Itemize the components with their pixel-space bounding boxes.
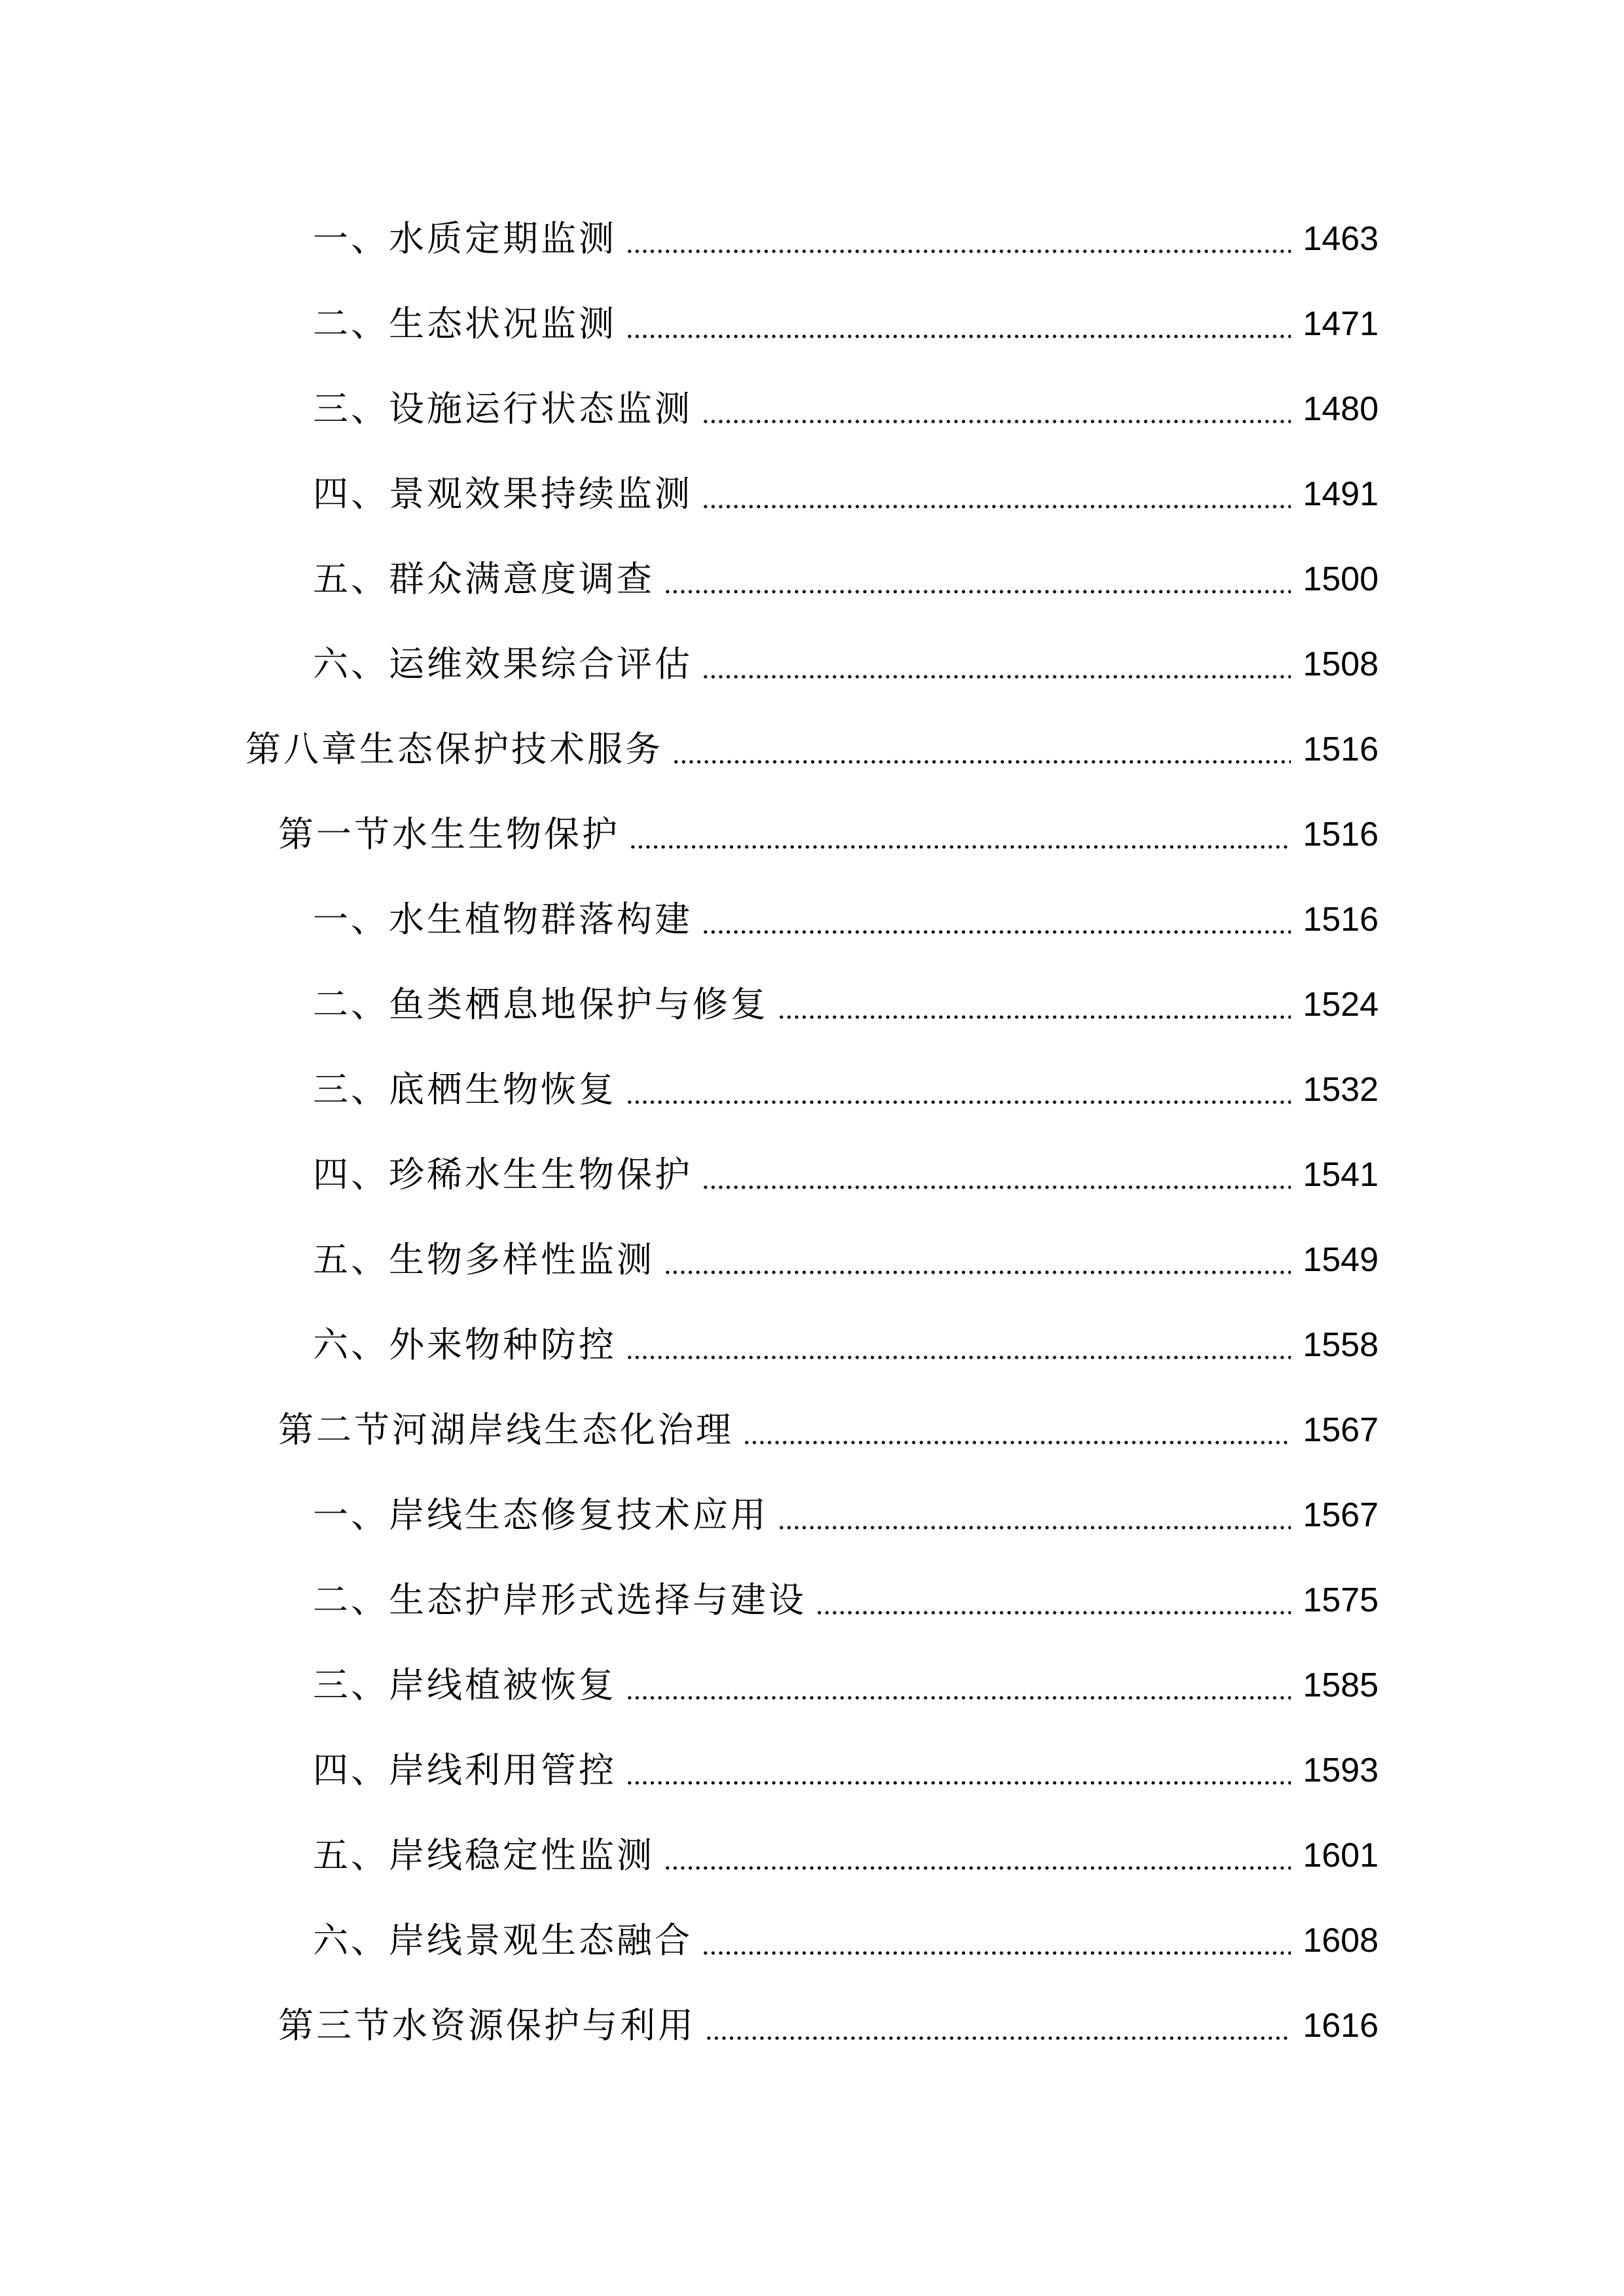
toc-entry-label: 三、底栖生物恢复 — [313, 1069, 617, 1110]
toc-page-number: 1585 — [1303, 1666, 1379, 1704]
dot-leader — [664, 1840, 1291, 1876]
dot-leader — [702, 649, 1291, 685]
toc-page-number: 1491 — [1303, 475, 1379, 513]
toc-page-number: 1601 — [1303, 1837, 1379, 1874]
toc-entry-label: 六、外来物种防控 — [313, 1324, 617, 1365]
dot-leader — [702, 905, 1291, 940]
toc-entry[interactable] — [0, 622, 1624, 707]
toc-section-entry[interactable] — [0, 1388, 1624, 1473]
dot-leader — [672, 734, 1291, 770]
toc-entry[interactable] — [0, 962, 1624, 1047]
toc-entry[interactable] — [0, 1473, 1624, 1558]
toc-section-entry[interactable] — [0, 1983, 1624, 2068]
toc-entry[interactable] — [0, 1132, 1624, 1217]
dot-leader — [816, 1585, 1291, 1621]
toc-entry-label: 一、岸线生态修复技术应用 — [313, 1494, 768, 1535]
toc-page-number: 1463 — [1303, 220, 1379, 258]
toc-page-number: 1524 — [1303, 986, 1379, 1024]
toc-section-entry[interactable] — [0, 792, 1624, 877]
dot-leader — [664, 1245, 1291, 1280]
toc-chapter-entry[interactable] — [0, 707, 1624, 792]
dot-leader — [626, 1330, 1291, 1365]
toc-page-number: 1616 — [1303, 2007, 1379, 2045]
toc-page-number: 1567 — [1303, 1411, 1379, 1449]
toc-entry[interactable] — [0, 1813, 1624, 1898]
toc-page-number: 1516 — [1303, 901, 1379, 939]
toc-entry-label: 二、鱼类栖息地保护与修复 — [313, 984, 768, 1025]
dot-leader — [702, 479, 1291, 514]
toc-entry-label: 二、生态状况监测 — [313, 303, 617, 344]
toc-page-number: 1516 — [1303, 816, 1379, 853]
table-of-contents — [0, 196, 1624, 2068]
toc-page-number: 1532 — [1303, 1071, 1379, 1109]
toc-entry-label: 六、岸线景观生态融合 — [313, 1920, 693, 1961]
toc-entry[interactable] — [0, 1302, 1624, 1388]
toc-entry-label: 二、生态护岸形式选择与建设 — [313, 1579, 806, 1621]
dot-leader — [629, 819, 1291, 855]
toc-entry-label: 五、生物多样性监测 — [313, 1239, 655, 1280]
toc-page-number: 1541 — [1303, 1156, 1379, 1194]
dot-leader — [743, 1415, 1291, 1450]
toc-entry-label: 第一节水生生物保护 — [278, 814, 620, 855]
toc-page-number: 1508 — [1303, 645, 1379, 683]
toc-page-number: 1549 — [1303, 1241, 1379, 1279]
toc-page-number: 1558 — [1303, 1326, 1379, 1364]
toc-page-number: 1567 — [1303, 1496, 1379, 1534]
toc-entry-label: 第八章生态保护技术服务 — [245, 728, 663, 770]
toc-page-number: 1593 — [1303, 1751, 1379, 1789]
toc-entry[interactable] — [0, 1643, 1624, 1728]
toc-entry[interactable] — [0, 1728, 1624, 1813]
toc-entry[interactable] — [0, 537, 1624, 622]
toc-entry-label: 一、水质定期监测 — [313, 218, 617, 259]
dot-leader — [778, 1500, 1291, 1535]
toc-entry[interactable] — [0, 1217, 1624, 1302]
toc-entry-label: 四、岸线利用管控 — [313, 1749, 617, 1791]
toc-entry-label: 五、岸线稳定性监测 — [313, 1835, 655, 1876]
toc-page-number: 1575 — [1303, 1581, 1379, 1619]
toc-entry-label: 一、水生植物群落构建 — [313, 899, 693, 940]
dot-leader — [705, 2011, 1291, 2046]
dot-leader — [626, 224, 1291, 259]
toc-entry[interactable] — [0, 1558, 1624, 1643]
toc-page-number: 1516 — [1303, 730, 1379, 768]
toc-entry-label: 五、群众满意度调查 — [313, 558, 655, 600]
dot-leader — [778, 990, 1291, 1025]
dot-leader — [626, 1755, 1291, 1791]
dot-leader — [702, 1160, 1291, 1195]
dot-leader — [702, 1926, 1291, 1961]
dot-leader — [702, 394, 1291, 429]
toc-entry-label: 第二节河湖岸线生态化治理 — [278, 1409, 734, 1450]
toc-page-number: 1608 — [1303, 1922, 1379, 1960]
dot-leader — [626, 1670, 1291, 1706]
dot-leader — [626, 1075, 1291, 1110]
toc-page-number: 1471 — [1303, 305, 1379, 343]
toc-page-number: 1480 — [1303, 390, 1379, 428]
toc-entry-label: 四、景观效果持续监测 — [313, 473, 693, 514]
toc-entry-label: 第三节水资源保护与利用 — [278, 2005, 696, 2046]
toc-entry[interactable] — [0, 452, 1624, 537]
toc-entry-label: 三、设施运行状态监测 — [313, 388, 693, 429]
dot-leader — [664, 564, 1291, 600]
dot-leader — [626, 309, 1291, 344]
toc-entry-label: 三、岸线植被恢复 — [313, 1664, 617, 1706]
toc-entry[interactable] — [0, 196, 1624, 281]
toc-entry[interactable] — [0, 1898, 1624, 1983]
toc-entry[interactable] — [0, 877, 1624, 962]
toc-entry[interactable] — [0, 367, 1624, 452]
toc-entry-label: 六、运维效果综合评估 — [313, 643, 693, 685]
toc-entry[interactable] — [0, 1047, 1624, 1132]
toc-entry-label: 四、珍稀水生生物保护 — [313, 1154, 693, 1195]
toc-entry[interactable] — [0, 281, 1624, 367]
toc-page-number: 1500 — [1303, 560, 1379, 598]
